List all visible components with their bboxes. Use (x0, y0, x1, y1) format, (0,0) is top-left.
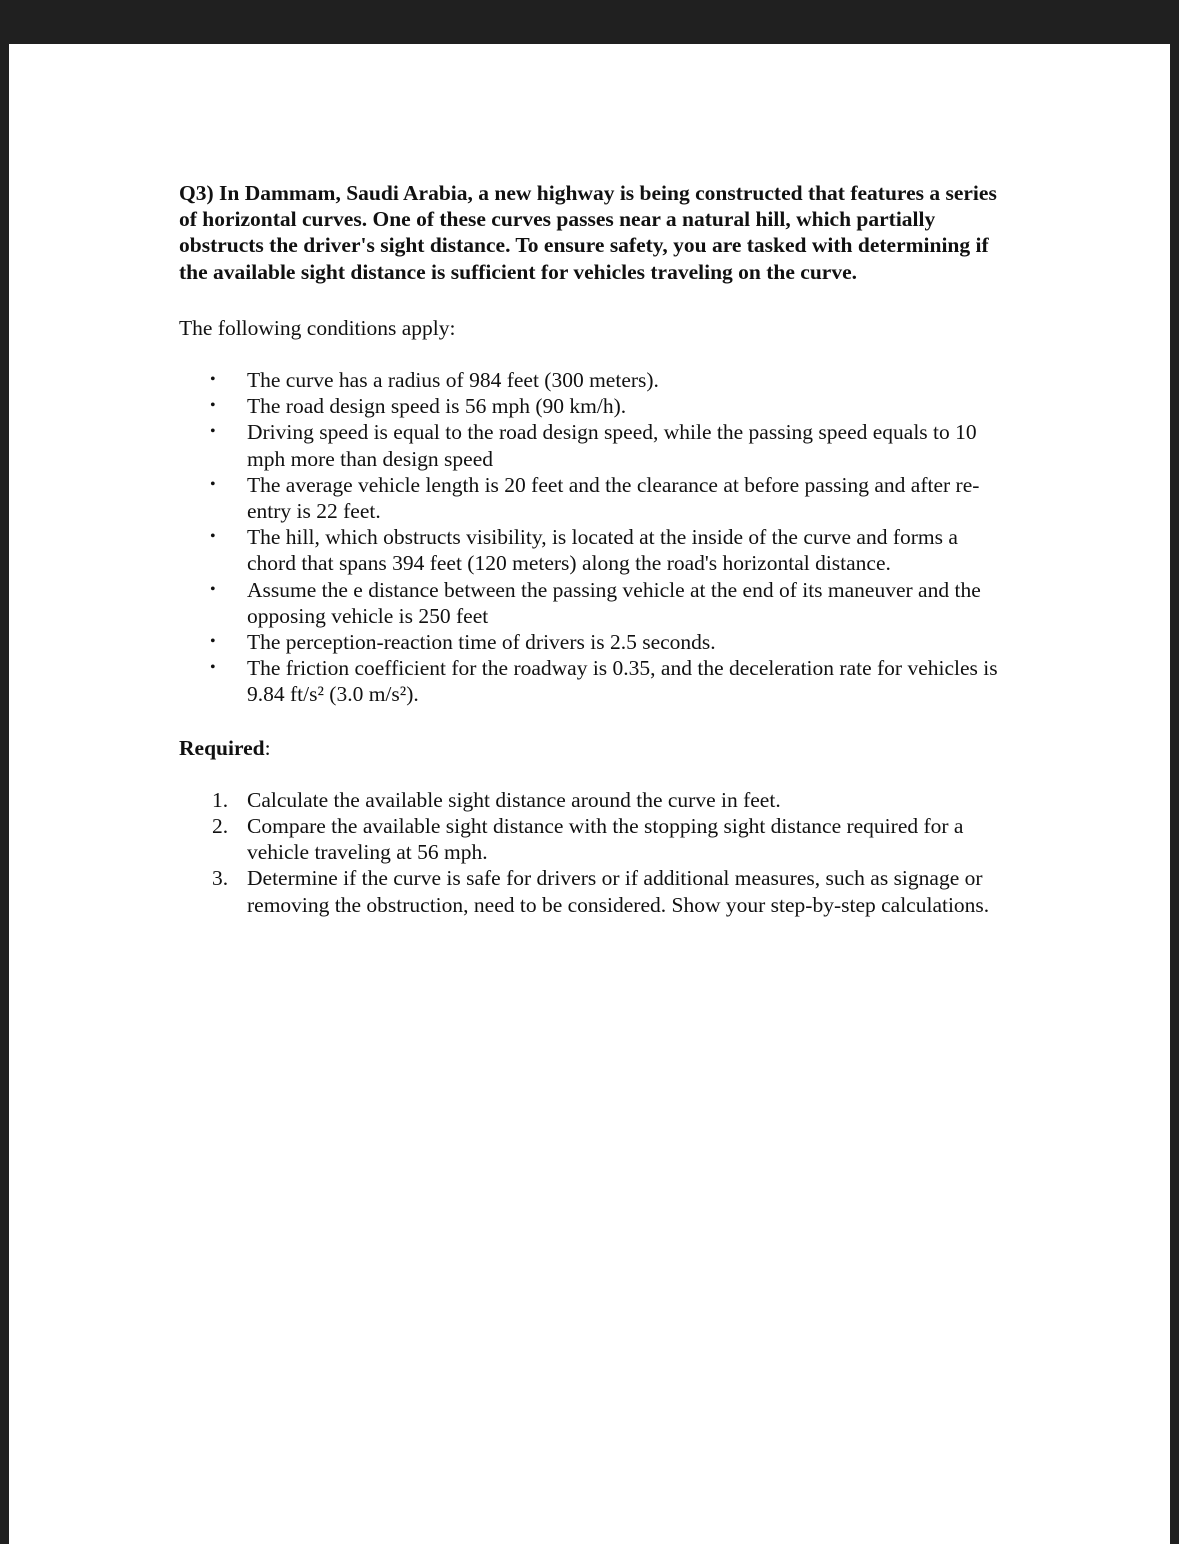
condition-text: The perception-reaction time of drivers is 2.5 seconds. (247, 630, 716, 655)
bullet-icon: • (210, 423, 216, 441)
list-item (179, 472, 1009, 524)
bullet-icon: • (210, 528, 216, 546)
condition-text: The friction coefficient for the roadway is 0.35, and the deceleration rate for vehicles is 9.84 ft/s² (3.0 m/s²). (247, 656, 998, 707)
required-colon: : (264, 735, 271, 760)
required-text: Determine if the curve is safe for drivers or if additional measures, such as signage or removing the obstruction, need to be considered. Show your step-by-step calculations. (247, 866, 990, 917)
list-item (179, 655, 1009, 707)
list-item (179, 367, 1009, 393)
bullet-icon: • (210, 633, 216, 651)
item-number: 2. (212, 814, 229, 839)
list-item (179, 419, 1009, 471)
bullet-icon: • (210, 397, 216, 415)
page-content (179, 180, 1009, 918)
question-text: Q3) In Dammam, Saudi Arabia, a new highway is being constructed that features a series of horizontal curves. One of these curves passes near a natural hill, which partially obstructs the driver's sight distance. To ensure safety, you are tasked with determining if the available sight distance is sufficient for vehicles traveling on the curve. (179, 181, 997, 284)
document-page (9, 44, 1170, 1544)
condition-text: The curve has a radius of 984 feet (300 meters). (247, 368, 659, 393)
conditions-list (179, 367, 1009, 708)
list-item (179, 524, 1009, 576)
bullet-icon: • (210, 475, 216, 493)
condition-text: The hill, which obstructs visibility, is located at the inside of the curve and forms a chord that spans 394 feet (120 meters) along the road's horizontal distance. (247, 525, 958, 576)
condition-text: The average vehicle length is 20 feet and the clearance at before passing and after re-entry is 22 feet. (247, 472, 980, 524)
list-item (179, 393, 1009, 419)
required-heading (179, 735, 1009, 761)
required-text: Calculate the available sight distance around the curve in feet. (247, 787, 781, 812)
bullet-icon: • (210, 580, 216, 598)
list-item (179, 813, 1009, 865)
condition-text: The road design speed is 56 mph (90 km/h). (247, 394, 627, 419)
conditions-intro: The following conditions apply: (179, 315, 456, 340)
required-list (179, 787, 1009, 918)
list-item (179, 787, 1009, 813)
required-text: Compare the available sight distance with the stopping sight distance required for a vehicle traveling at 56 mph. (247, 814, 964, 865)
list-item (179, 577, 1009, 629)
required-label: Required (179, 735, 265, 760)
list-item (179, 629, 1009, 655)
bullet-icon: • (210, 371, 216, 389)
bullet-icon: • (210, 659, 216, 677)
condition-text: Assume the e distance between the passing vehicle at the end of its maneuver and the opposing vehicle is 250 feet (247, 577, 981, 628)
item-number: 1. (212, 787, 229, 812)
list-item (179, 865, 1009, 917)
item-number: 3. (212, 866, 229, 891)
condition-text: Driving speed is equal to the road design speed, while the passing speed equals to 10 mph more than design speed (247, 420, 977, 471)
